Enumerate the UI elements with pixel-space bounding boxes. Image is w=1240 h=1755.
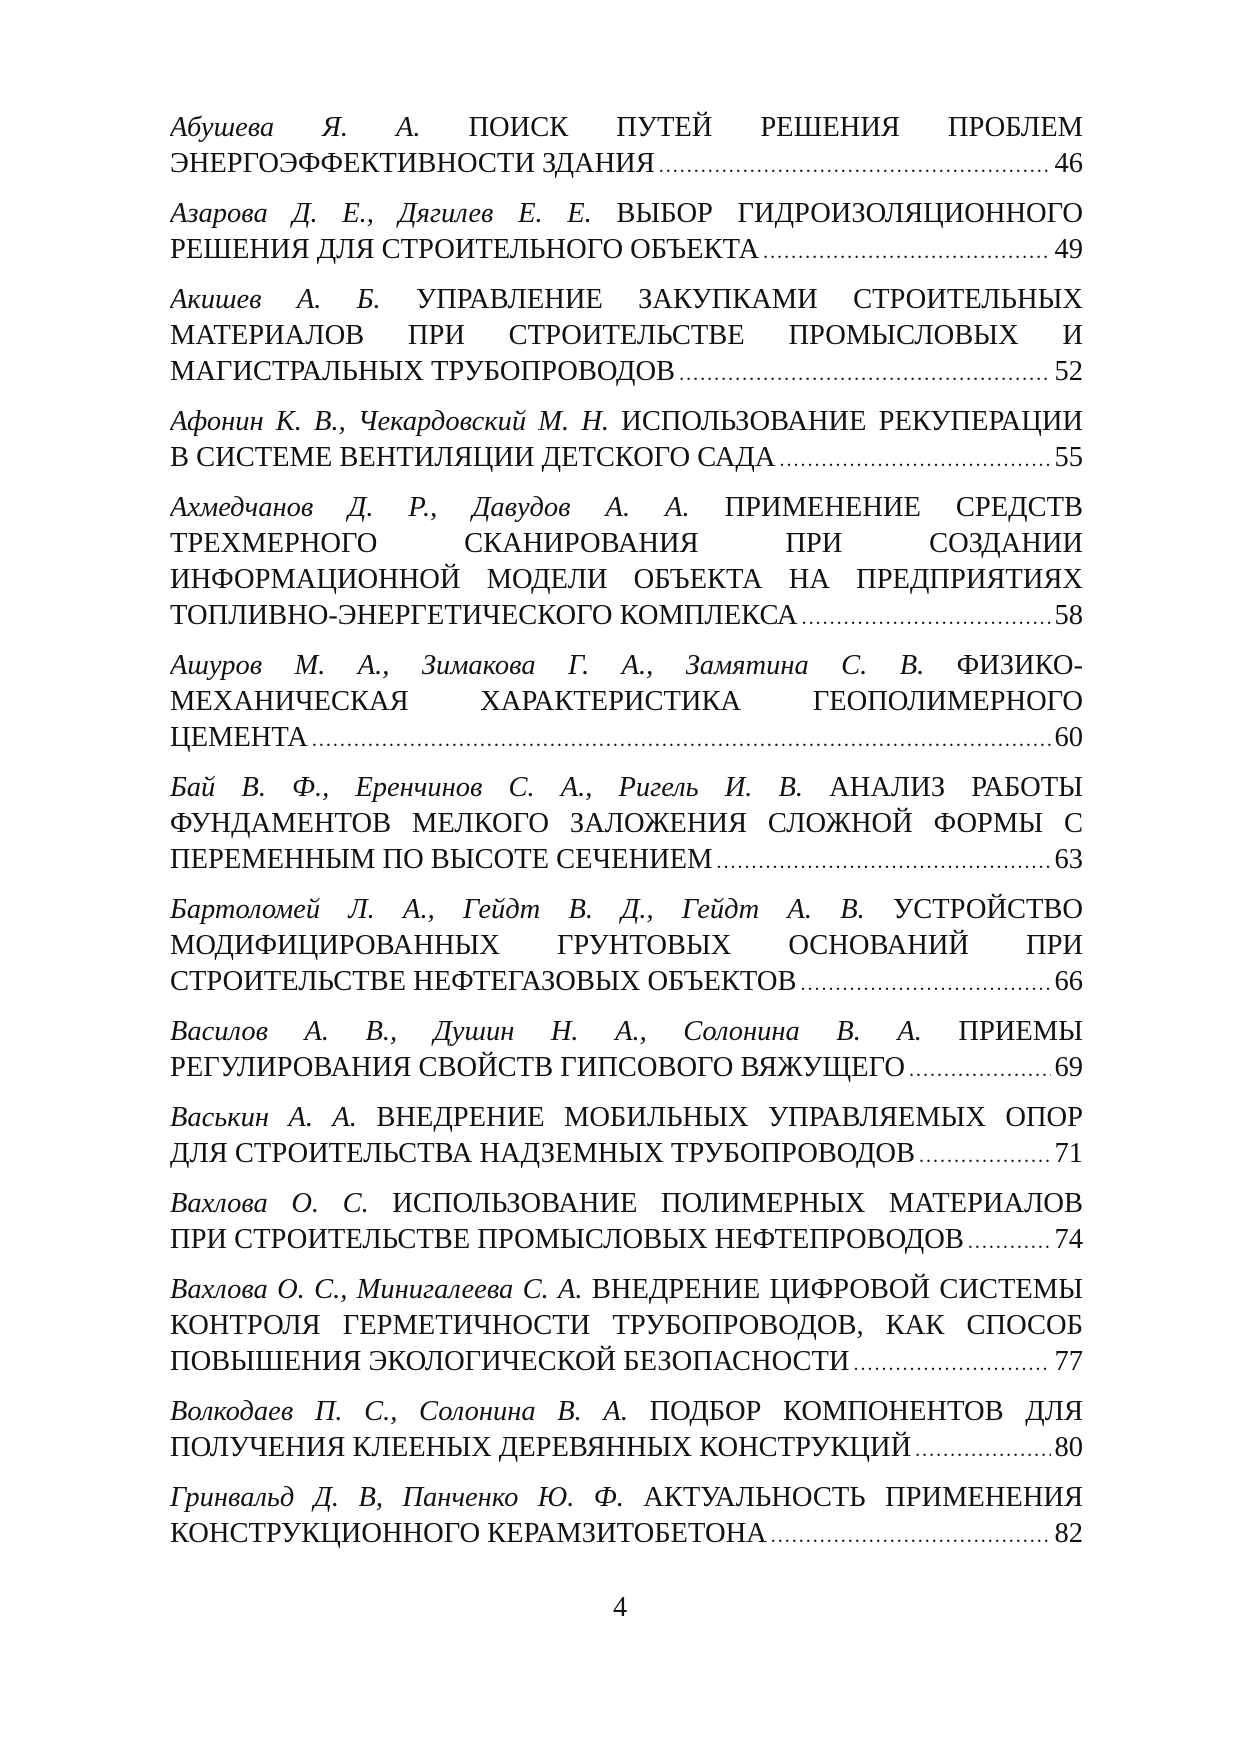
toc-title-line: ИСПОЛЬЗОВАНИЕ ПОЛИМЕРНЫХ МАТЕРИАЛОВ: [392, 1188, 1083, 1219]
toc-entry[interactable]: [170, 1480, 1083, 1554]
toc-entry[interactable]: [170, 1100, 1083, 1174]
toc-title-last-line: ТОПЛИВНО-ЭНЕРГЕТИЧЕСКОГО КОМПЛЕКСА: [170, 600, 798, 631]
toc-title-line: ИНФОРМАЦИОННОЙ МОДЕЛИ ОБЪЕКТА НА ПРЕДПРИЯТИЯХ: [170, 564, 1083, 595]
dot-leader: [771, 1518, 1051, 1554]
toc-title-last-line: ПЕРЕМЕННЫМ ПО ВЫСОТЕ СЕЧЕНИЕМ: [170, 844, 713, 875]
toc-title-line: ТРЕХМЕРНОГО СКАНИРОВАНИЯ ПРИ СОЗДАНИИ: [170, 528, 1083, 559]
toc-title-line: МАТЕРИАЛОВ ПРИ СТРОИТЕЛЬСТВЕ ПРОМЫСЛОВЫХ И: [170, 320, 1083, 351]
toc-title-line: УПРАВЛЕНИЕ ЗАКУПКАМИ СТРОИТЕЛЬНЫХ: [416, 284, 1083, 315]
toc-authors: Васькин А. А.: [170, 1102, 357, 1133]
toc-entry-heading: [170, 1014, 1083, 1050]
toc-last-line: [170, 720, 1083, 758]
toc-page-number: 63: [1054, 844, 1083, 875]
toc-page-number: 52: [1054, 356, 1083, 387]
toc-entry[interactable]: [170, 404, 1083, 478]
dot-leader: [763, 234, 1050, 270]
toc-page-number: 58: [1054, 600, 1083, 631]
toc-last-line: [170, 146, 1083, 184]
toc-page-number: 77: [1054, 1346, 1083, 1377]
dot-leader: [716, 844, 1050, 880]
toc-entry-heading: [170, 1394, 1083, 1430]
toc-last-line: [170, 1516, 1083, 1554]
toc-title-line: МОДИФИЦИРОВАННЫХ ГРУНТОВЫХ ОСНОВАНИЙ ПРИ: [170, 930, 1083, 961]
page-number: 4: [613, 1592, 627, 1623]
toc-last-line: [170, 842, 1083, 880]
toc-entry-heading: [170, 490, 1083, 598]
toc-entry-heading: [170, 892, 1083, 964]
toc-entry-heading: [170, 770, 1083, 842]
toc-title-line: ВЫБОР ГИДРОИЗОЛЯЦИОННОГО: [616, 198, 1083, 229]
toc-title-last-line: КОНСТРУКЦИОННОГО КЕРАМЗИТОБЕТОНА: [170, 1518, 767, 1549]
toc-page-number: 60: [1054, 722, 1083, 753]
toc-authors: Василов А. В., Душин Н. А., Солонина В. А.: [170, 1016, 922, 1047]
toc-title-line: АКТУАЛЬНОСТЬ ПРИМЕНЕНИЯ: [643, 1482, 1083, 1513]
toc-authors: Бай В. Ф., Еренчинов С. А., Ригель И. В.: [170, 772, 804, 803]
toc-entry-heading: [170, 648, 1083, 720]
dot-leader: [854, 1346, 1051, 1382]
toc-title-last-line: ПОЛУЧЕНИЯ КЛЕЕНЫХ ДЕРЕВЯННЫХ КОНСТРУКЦИЙ: [170, 1432, 912, 1463]
toc-page-number: 49: [1054, 234, 1083, 265]
toc-page-number: 80: [1054, 1432, 1083, 1463]
toc-page-number: 55: [1054, 442, 1083, 473]
toc-page-number: 82: [1054, 1518, 1083, 1549]
toc-authors: Гринвальд Д. В, Панченко Ю. Ф.: [170, 1482, 624, 1513]
toc-authors: Волкодаев П. С., Солонина В. А.: [170, 1396, 628, 1427]
toc-entry[interactable]: [170, 110, 1083, 184]
toc-title-line: МЕХАНИЧЕСКАЯ ХАРАКТЕРИСТИКА ГЕОПОЛИМЕРНОГО: [170, 686, 1083, 717]
toc-title-last-line: ДЛЯ СТРОИТЕЛЬСТВА НАДЗЕМНЫХ ТРУБОПРОВОДОВ: [170, 1138, 915, 1169]
toc-authors: Абушева Я. А.: [170, 112, 421, 143]
toc-page-number: 74: [1054, 1224, 1083, 1255]
toc-page-number: 46: [1054, 148, 1083, 179]
toc-title-last-line: РЕШЕНИЯ ДЛЯ СТРОИТЕЛЬНОГО ОБЪЕКТА: [170, 234, 760, 265]
toc-title-line: ПРИМЕНЕНИЕ СРЕДСТВ: [724, 492, 1083, 523]
toc-authors: Акишев А. Б.: [170, 284, 381, 315]
toc-title-last-line: В СИСТЕМЕ ВЕНТИЛЯЦИИ ДЕТСКОГО САДА: [170, 442, 776, 473]
toc-last-line: [170, 440, 1083, 478]
toc-entry-heading: [170, 282, 1083, 354]
dot-leader: [801, 966, 1051, 1002]
dot-leader: [659, 148, 1051, 184]
dot-leader: [909, 1052, 1051, 1088]
toc-title-line: ВНЕДРЕНИЕ ЦИФРОВОЙ СИСТЕМЫ: [591, 1274, 1083, 1305]
toc-title-line: ИСПОЛЬЗОВАНИЕ РЕКУПЕРАЦИИ: [621, 406, 1083, 437]
toc-authors: Вахлова О. С.: [170, 1188, 369, 1219]
toc-entry-heading: [170, 1186, 1083, 1222]
dot-leader: [919, 1138, 1051, 1174]
toc-entry-heading: [170, 1480, 1083, 1516]
toc-entry[interactable]: [170, 1394, 1083, 1468]
toc-last-line: [170, 598, 1083, 636]
toc-entry[interactable]: [170, 1272, 1083, 1382]
toc-title-line: ПОИСК ПУТЕЙ РЕШЕНИЯ ПРОБЛЕМ: [468, 112, 1083, 143]
toc-title-line: КОНТРОЛЯ ГЕРМЕТИЧНОСТИ ТРУБОПРОВОДОВ, КАК СПОСОБ: [170, 1310, 1083, 1341]
toc-title-last-line: ПОВЫШЕНИЯ ЭКОЛОГИЧЕСКОЙ БЕЗОПАСНОСТИ: [170, 1346, 850, 1377]
toc-title-line: ПОДБОР КОМПОНЕНТОВ ДЛЯ: [649, 1396, 1083, 1427]
toc-last-line: [170, 232, 1083, 270]
toc-last-line: [170, 964, 1083, 1002]
toc-authors: Азарова Д. Е., Дягилев Е. Е.: [170, 198, 592, 229]
toc-entry[interactable]: [170, 648, 1083, 758]
toc-authors: Афонин К. В., Чекардовский М. Н.: [170, 406, 610, 437]
toc-page-number: 71: [1054, 1138, 1083, 1169]
toc-title-last-line: РЕГУЛИРОВАНИЯ СВОЙСТВ ГИПСОВОГО ВЯЖУЩЕГО: [170, 1052, 905, 1083]
toc-title-line: ФИЗИКО-: [956, 650, 1083, 681]
toc-authors: Ашуров М. А., Зимакова Г. А., Замятина С. В.: [170, 650, 925, 681]
toc-entry-heading: [170, 1272, 1083, 1344]
toc-last-line: [170, 1344, 1083, 1382]
toc-entry[interactable]: [170, 490, 1083, 636]
toc-last-line: [170, 1136, 1083, 1174]
toc-title-last-line: СТРОИТЕЛЬСТВЕ НЕФТЕГАЗОВЫХ ОБЪЕКТОВ: [170, 966, 797, 997]
toc-page-number: 66: [1054, 966, 1083, 997]
toc-entry[interactable]: [170, 892, 1083, 1002]
table-of-contents: [170, 110, 1083, 1566]
toc-title-line: ФУНДАМЕНТОВ МЕЛКОГО ЗАЛОЖЕНИЯ СЛОЖНОЙ ФОРМЫ С: [170, 808, 1083, 839]
toc-authors: Ахмедчанов Д. Р., Давудов А. А.: [170, 492, 690, 523]
dot-leader: [679, 356, 1050, 392]
toc-entry[interactable]: [170, 1186, 1083, 1260]
toc-last-line: [170, 1430, 1083, 1468]
toc-entry[interactable]: [170, 770, 1083, 880]
toc-last-line: [170, 354, 1083, 392]
toc-title-line: АНАЛИЗ РАБОТЫ: [829, 772, 1083, 803]
toc-last-line: [170, 1222, 1083, 1260]
toc-entry-heading: [170, 1100, 1083, 1136]
toc-entry[interactable]: [170, 282, 1083, 392]
dot-leader: [968, 1224, 1051, 1260]
dot-leader: [779, 442, 1050, 478]
toc-page-number: 69: [1054, 1052, 1083, 1083]
toc-title-last-line: ПРИ СТРОИТЕЛЬСТВЕ ПРОМЫСЛОВЫХ НЕФТЕПРОВОДОВ: [170, 1224, 964, 1255]
toc-entry-heading: [170, 404, 1083, 440]
toc-last-line: [170, 1050, 1083, 1088]
dot-leader: [312, 722, 1051, 758]
toc-entry[interactable]: [170, 196, 1083, 270]
toc-entry-heading: [170, 110, 1083, 146]
toc-authors: Бартоломей Л. А., Гейдт В. Д., Гейдт А. В.: [170, 894, 865, 925]
toc-entry-heading: [170, 196, 1083, 232]
toc-title-line: ПРИЕМЫ: [958, 1016, 1083, 1047]
toc-title-last-line: ЭНЕРГОЭФФЕКТИВНОСТИ ЗДАНИЯ: [170, 148, 655, 179]
toc-authors: Вахлова О. С., Минигалеева С. А.: [170, 1274, 583, 1305]
toc-entry[interactable]: [170, 1014, 1083, 1088]
toc-title-last-line: МАГИСТРАЛЬНЫХ ТРУБОПРОВОДОВ: [170, 356, 676, 387]
dot-leader: [915, 1432, 1050, 1468]
toc-title-line: УСТРОЙСТВО: [893, 894, 1083, 925]
dot-leader: [802, 600, 1051, 636]
toc-title-line: ВНЕДРЕНИЕ МОБИЛЬНЫХ УПРАВЛЯЕМЫХ ОПОР: [376, 1102, 1083, 1133]
toc-title-last-line: ЦЕМЕНТА: [170, 722, 308, 753]
